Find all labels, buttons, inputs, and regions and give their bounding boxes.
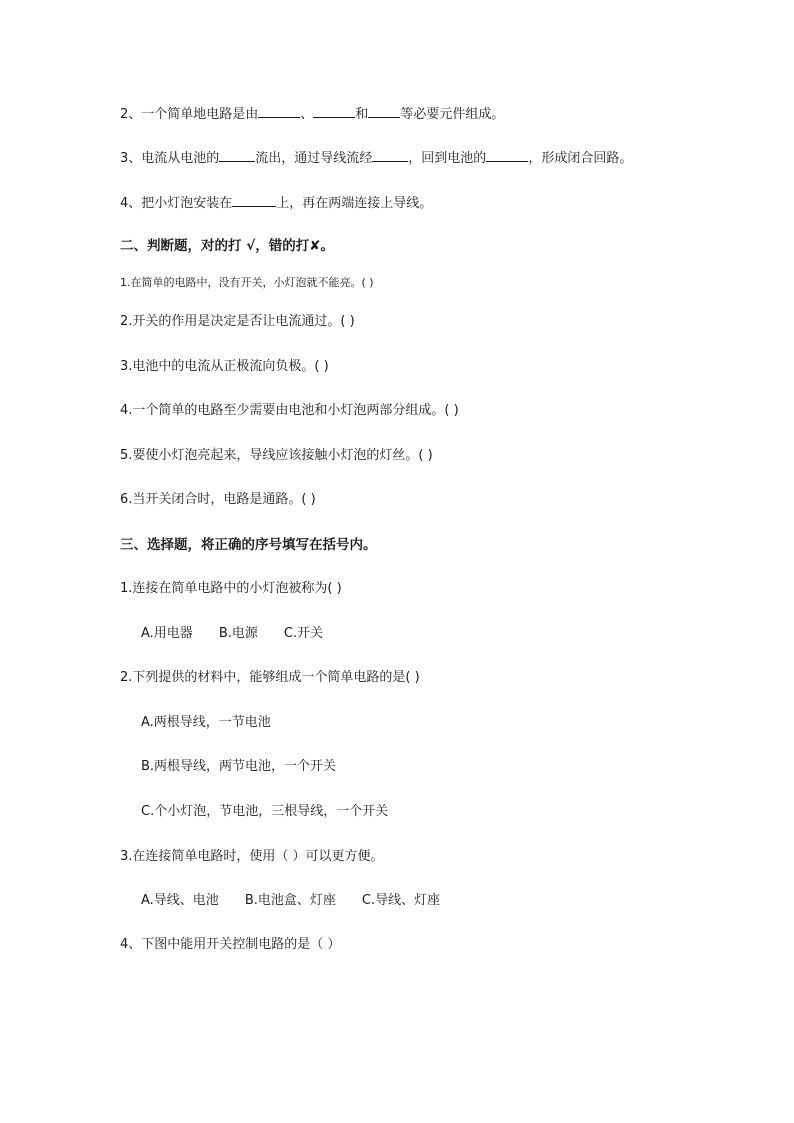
option-b[interactable]: B.两根导线，两节电池，一个开关: [141, 759, 337, 774]
question-text: 2、一个简单地电路是由: [120, 107, 259, 122]
fill-blank-question-3: [120, 148, 632, 168]
option-a[interactable]: A.两根导线，一节电池: [141, 715, 271, 730]
question-text: 和: [355, 107, 369, 122]
choice-question-2-stem: 2.下列提供的材料中，能够组成一个简单电路的是( ): [120, 670, 420, 685]
question-text: 4、把小灯泡安装在: [120, 196, 233, 211]
question-text: 等必要元件组成。: [400, 107, 505, 122]
choice-question-3-options: [141, 892, 440, 910]
choice-question-3-stem: 3.在连接简单电路时，使用（ ）可以更方便。: [120, 849, 384, 864]
option-b[interactable]: B.电池盒、灯座: [244, 893, 336, 908]
option-b[interactable]: B.电源: [218, 626, 258, 641]
answer-blank[interactable]: [313, 104, 355, 118]
question-text: ，回到电池的: [408, 151, 487, 166]
answer-blank[interactable]: [232, 193, 276, 207]
answer-blank[interactable]: [368, 104, 400, 118]
question-text: 上，再在两端连接上导线。: [276, 196, 433, 211]
answer-blank[interactable]: [486, 148, 528, 162]
true-false-item-5: 5.要使小灯泡亮起来，导线应该接触小灯泡的灯丝。( ): [120, 448, 433, 463]
choice-question-1-options: [141, 625, 323, 643]
question-text: 、: [300, 107, 314, 122]
section-heading-multiple-choice: 三、选择题，将正确的序号填写在括号内。: [120, 537, 377, 553]
option-c[interactable]: C.导线、灯座: [361, 893, 441, 908]
true-false-item-3: 3.电池中的电流从正极流向负极。( ): [120, 359, 329, 374]
true-false-item-2: 2.开关的作用是决定是否让电流通过。( ): [120, 314, 355, 329]
answer-blank[interactable]: [219, 148, 255, 162]
answer-blank[interactable]: [258, 104, 300, 118]
option-c[interactable]: C.开关: [283, 626, 324, 641]
option-a[interactable]: A.导线、电池: [141, 893, 219, 908]
section-heading-true-false: 二、判断题，对的打 √，错的打✘。: [120, 238, 335, 254]
fill-blank-question-4: [120, 193, 432, 213]
question-text: ，形成闭合回路。: [528, 151, 633, 166]
option-a[interactable]: A.用电器: [141, 626, 193, 641]
choice-question-1-stem: 1.连接在简单电路中的小灯泡被称为( ): [120, 581, 342, 596]
question-text: 3、电流从电池的: [120, 151, 220, 166]
question-text: 流出，通过导线流经: [255, 151, 373, 166]
option-c[interactable]: C.个小灯泡，节电池，三根导线，一个开关: [141, 804, 389, 819]
fill-blank-question-2: [120, 104, 504, 124]
true-false-item-6: 6.当开关闭合时，电路是通路。( ): [120, 492, 316, 507]
choice-question-4-stem: 4、下图中能用开关控制电路的是（ ）: [120, 937, 341, 952]
answer-blank[interactable]: [372, 148, 408, 162]
true-false-item-1: 1.在简单的电路中，没有开关，小灯泡就不能亮。( ): [120, 276, 374, 289]
true-false-item-4: 4.一个简单的电路至少需要由电池和小灯泡两部分组成。( ): [120, 403, 459, 418]
